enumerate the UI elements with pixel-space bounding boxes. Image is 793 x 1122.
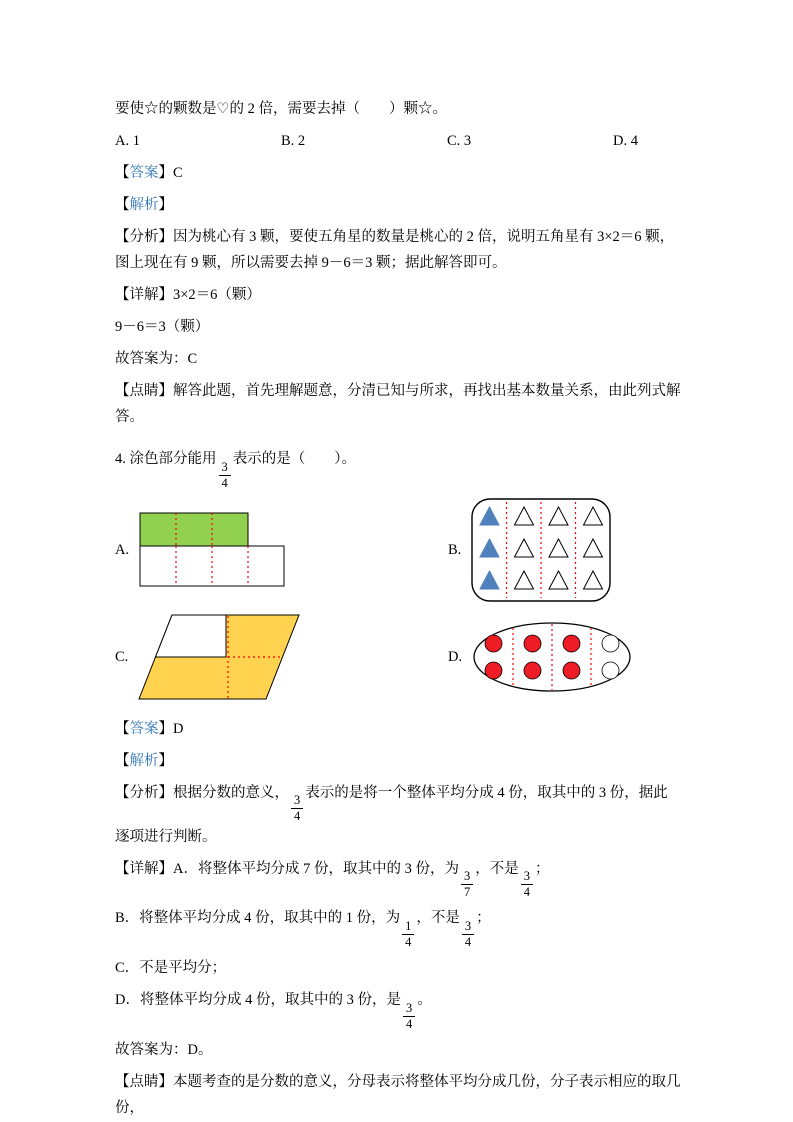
bracket-left: 【 (115, 720, 130, 737)
q4-stem (115, 446, 681, 490)
q4-detail-a-mid: ，不是 (475, 860, 519, 877)
fraction-denominator: 4 (523, 885, 530, 900)
jiexi-label: 解析 (129, 197, 159, 213)
q3-stem: 要使☆的颗数是♡的 2 倍，需要去掉（ ）颗☆。 (115, 101, 447, 117)
q4-jiexi-line (115, 748, 681, 774)
q4-detail-b-pre: B．将整体平均分成 4 份，取其中的 1 份，为 (115, 910, 401, 927)
q4-detail-b (115, 905, 681, 949)
q4-stem-post: 表示的是（ ）。 (232, 451, 356, 467)
q4-option-d-label: D. (448, 648, 463, 665)
q4-analysis-pre: 【分析】根据分数的意义， (115, 784, 289, 801)
fraction-numerator: 3 (403, 1002, 415, 1017)
fraction-numerator: 1 (402, 920, 414, 935)
q3-tip: 【点睛】解答此题，首先理解题意，分清已知与所求，再找出基本数量关系，由此列式解答。 (115, 383, 681, 425)
answer-label: 答案 (129, 165, 159, 181)
fraction-3-7 (461, 870, 473, 899)
q4-option-a-label: A. (115, 541, 130, 558)
fraction-denominator: 4 (405, 1016, 413, 1031)
bars-figure (139, 512, 285, 587)
q3-answer-value: C (173, 165, 183, 181)
q3-option-a: A. 1 (115, 133, 140, 149)
q4-conclusion: 故答案为：D。 (115, 1041, 213, 1058)
q4-analysis-post: 表示的是将一个整体平均分成 4 份，取其中的 3 份，据此逐项进行判断。 (115, 784, 668, 845)
fraction-numerator: 3 (219, 461, 231, 476)
red-circle (524, 662, 541, 679)
q4-stem-pre: 4. 涂色部分能用 (115, 451, 217, 467)
triangles-figure (471, 498, 611, 602)
q4-analysis (115, 780, 681, 850)
red-circle (485, 635, 502, 652)
white-circle (602, 635, 619, 652)
bracket-right: 】 (158, 165, 173, 181)
q4-option-b-figure (448, 498, 681, 602)
q4-option-b-label: B. (448, 541, 462, 558)
bracket-right: 】 (158, 720, 173, 737)
green-bar (140, 513, 248, 546)
q4-detail-a-pre: 【详解】A．将整体平均分成 7 份，取其中的 3 份，为 (115, 860, 459, 877)
red-circle (563, 662, 580, 679)
fraction-numerator: 3 (461, 870, 473, 885)
bracket-left: 【 (115, 197, 130, 213)
q4-detail-d-post: 。 (417, 992, 432, 1008)
q4-option-c-label: C. (115, 648, 129, 665)
answer-label: 答案 (129, 720, 159, 737)
q4-answer-line (115, 716, 681, 742)
circles-figure (472, 622, 632, 692)
bracket-left: 【 (115, 752, 130, 769)
q4-detail-c: C．不是平均分； (115, 960, 227, 976)
red-circle (524, 635, 541, 652)
q3-option-c: C. 3 (447, 133, 472, 149)
fraction-1-4 (402, 920, 414, 949)
fraction-numerator: 3 (462, 920, 474, 935)
fraction-numerator: 3 (521, 870, 533, 885)
q4-option-c-figure (115, 614, 448, 700)
fraction-denominator: 4 (221, 475, 228, 490)
q4-detail-d-pre: D．将整体平均分成 4 份，取其中的 3 份，是 (115, 992, 401, 1008)
q3-detail-line-2: 9－6＝3（颗） (115, 319, 210, 335)
red-circle (485, 662, 502, 679)
q4-figures (115, 498, 681, 700)
q4-detail-a-post: ； (534, 860, 550, 877)
fraction-3-4 (521, 870, 533, 899)
q3-detail-line-1: 【详解】3×2＝6（颗） (115, 287, 261, 303)
bracket-right: 】 (158, 752, 173, 769)
q4-detail-b-post: ； (476, 910, 491, 927)
white-cutout-rect (156, 615, 227, 657)
q3-options-row (115, 128, 681, 154)
q4-option-a-figure (115, 512, 448, 587)
fraction-denominator: 4 (405, 934, 412, 949)
fraction-3-4 (403, 1002, 415, 1031)
q3-conclusion: 故答案为：C (115, 351, 198, 367)
fraction-denominator: 7 (463, 885, 471, 900)
q4-option-d-figure (448, 622, 681, 692)
fraction-3-4 (219, 461, 231, 490)
q4-detail-b-mid: ，不是 (416, 910, 460, 927)
fraction-numerator: 3 (291, 794, 303, 809)
red-circle (563, 635, 580, 652)
q4-tip: 【点睛】本题考查的是分数的意义，分母表示将整体平均分成几份，分子表示相应的取几份， (115, 1073, 681, 1116)
q3-analysis: 【分析】因为桃心有 3 颗，要使五角星的数量是桃心的 2 倍，说明五角星有 3×2＝6 颗，图上现在有 9 颗，所以需要去掉 9－6＝3 颗；据此解答即可。 (115, 229, 675, 271)
q3-option-d: D. 4 (613, 133, 638, 149)
jiexi-label: 解析 (129, 752, 159, 769)
q4-detail-d (115, 987, 681, 1031)
q3-option-b: B. 2 (281, 133, 306, 149)
fraction-3-4 (291, 794, 303, 823)
bracket-left: 【 (115, 165, 130, 181)
parallelogram-figure (138, 614, 300, 700)
fraction-3-4 (462, 920, 474, 949)
white-circle (602, 662, 619, 679)
q3-jiexi-line (115, 192, 681, 218)
q4-answer-value: D (173, 720, 184, 737)
fraction-denominator: 4 (464, 934, 472, 949)
bracket-right: 】 (158, 197, 173, 213)
q4-detail-a (115, 856, 681, 900)
q3-answer-line (115, 160, 681, 186)
fraction-denominator: 4 (294, 809, 301, 824)
